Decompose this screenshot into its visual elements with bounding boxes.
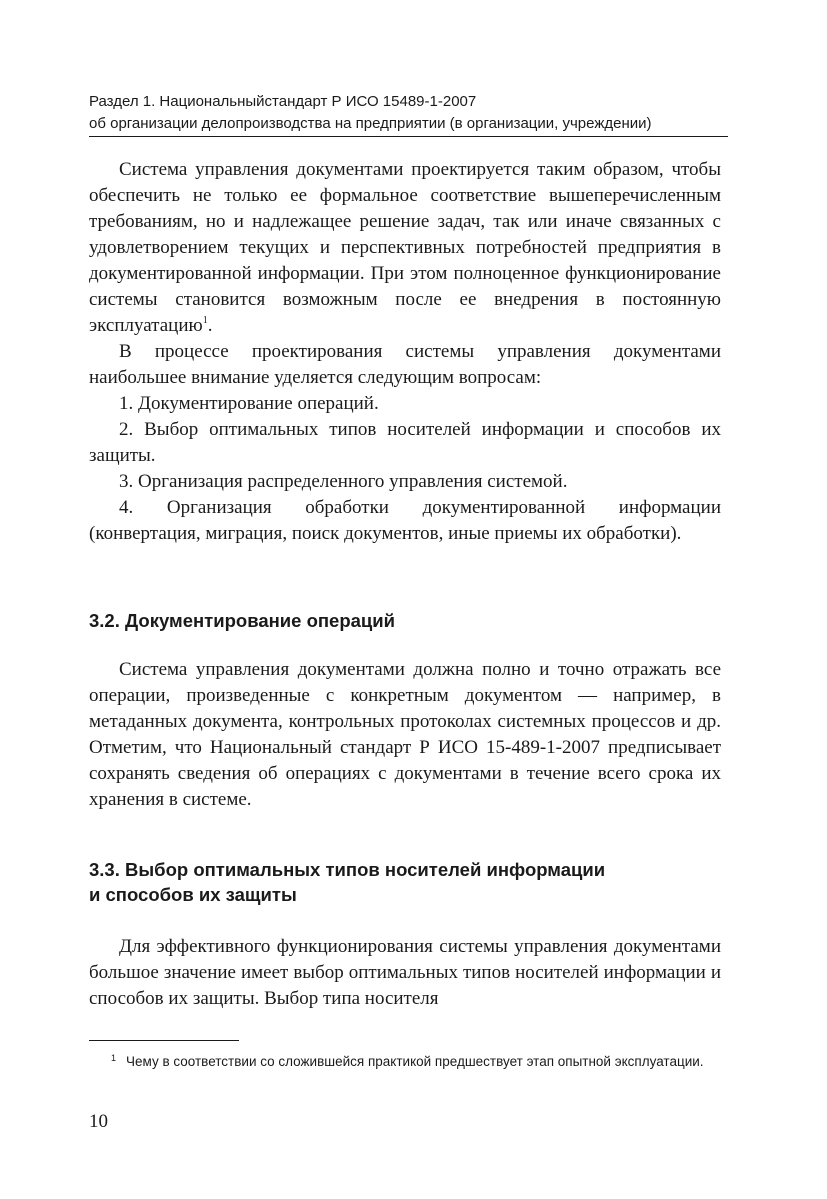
running-head-line-2: об организации делопроизводства на предприятии (в организации, учреждении): [89, 115, 652, 132]
running-head: [89, 91, 729, 135]
section-heading-3-3-line-1: 3.3. Выбор оптимальных типов носителей информации: [89, 859, 606, 880]
section-heading-3-3: [89, 857, 729, 907]
footnote: [89, 1051, 721, 1072]
intro-paragraph-1-end: .: [207, 315, 213, 336]
footnote-number: 1: [111, 1053, 117, 1063]
list-item: 4. Организация обработки документированной информации (конвертация, миграция, поиск документов, иные приемы их обработки).: [89, 497, 721, 544]
footnote-reference: 1: [202, 315, 208, 326]
page-number: 10: [89, 1111, 108, 1132]
running-head-rule: [89, 136, 728, 137]
list-item: 3. Организация распределенного управления системой.: [119, 471, 568, 492]
section-heading-3-2: [89, 608, 729, 633]
section-heading-3-3-line-2: и способов их защиты: [89, 884, 297, 905]
section-3-3-block: [89, 934, 721, 1012]
section-3-2-block: [89, 657, 721, 813]
section-heading-3-2-text: 3.2. Документирование операций: [89, 610, 396, 631]
intro-paragraph-1: [89, 157, 721, 339]
list-item: 2. Выбор оптимальных типов носителей информации и способов их защиты.: [89, 419, 721, 466]
section-3-3-paragraph: Для эффективного функционирования системы управления документами большое значение имеет выбор оптимальных типов носителей информации и способов их защиты. Выбор типа носителя: [89, 936, 721, 1009]
footnote-text: Чему в соответствии со сложившейся практикой предшествует этап опытной эксплуатации.: [126, 1054, 704, 1069]
intro-block: [89, 157, 721, 547]
intro-paragraph-2: В процессе проектирования системы управления документами наибольшее внимание уделяется следующим вопросам:: [89, 341, 721, 388]
section-3-2-paragraph: Система управления документами должна полно и точно отражать все операции, произведенные с конкретным документом — например, в метаданных документа, контрольных протоколах системных процессов и др. Отметим, что Национальный стандарт Р ИСО 15-489-1-2007 предписывает сохранять сведения об операциях с документами в течение всего срока их хранения в системе.: [89, 659, 721, 810]
list-item: 1. Документирование операций.: [119, 393, 379, 414]
running-head-line-1: Раздел 1. Национальныйстандарт Р ИСО 15489-1-2007: [89, 93, 477, 110]
footnote-rule: [89, 1040, 239, 1041]
intro-paragraph-1-text: Система управления документами проектируется таким образом, чтобы обеспечить не только ее формальное соответствие вышеперечисленным требованиям, но и надлежащее решение задач, так или иначе связанных с удовлетворением текущих и перспективных потребностей предприятия в документированной информации. При этом полноценное функционирование системы становится возможным после ее внедрения в постоянную эксплуатацию: [89, 159, 721, 336]
